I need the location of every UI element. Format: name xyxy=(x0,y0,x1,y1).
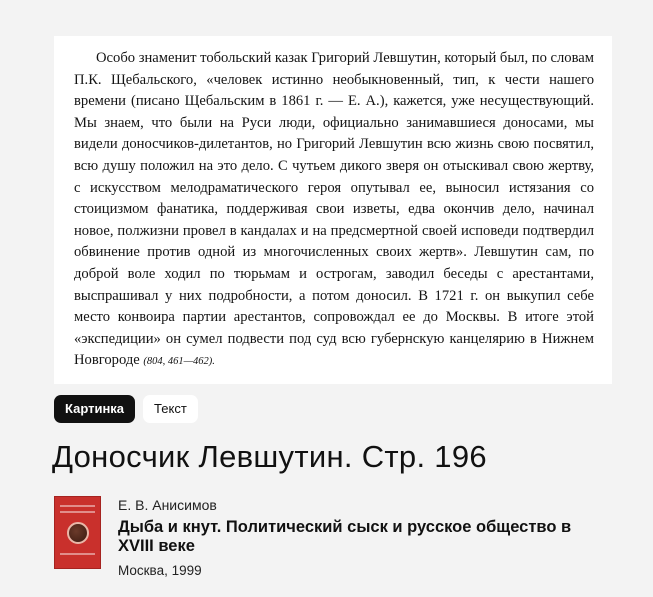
cover-emblem-icon xyxy=(67,522,89,544)
cover-decoration xyxy=(60,511,95,513)
cover-decoration xyxy=(60,553,95,555)
tab-text[interactable]: Текст xyxy=(143,395,198,423)
tab-picture[interactable]: Картинка xyxy=(54,395,135,423)
excerpt-citation: (804, 461—462). xyxy=(143,356,215,368)
excerpt-body: Особо знаменит тобольский казак Григорий Левшутин, который был, по словам П.К. Щебальского, «человек истинно необыкновенный, тип, к чести нашего времени (писано Щебальским в 1861 г. — Е. А.), кажется, уже несуществующий. Мы знаем, что были на Руси люди, официально занимавшиеся доносами, мы видели доносчиков-дилетантов, но Григорий Левшутин всю жизнь свою посвятил, всю душу положил на это дело. С чутьем дикого зверя он отыскивал свою жертву, с искусством мелодраматического героя опутывал ее, выносил истязания со стоицизмом фанатика, поддерживая свои изветы, едва окончив дело, начинал новое, полжизни провел в кандалах и на предсмертной своей исповеди подтвердил обвинение против одной из многочисленных своих жертв». Левшутин сам, по доброй воле ходил по тюрьмам и острогам, заводил беседы с арестантами, выспрашивал у них подробности, а потом доносил. В 1721 г. он выкупил себе место конвоира партии арестантов, сопровождал ее до Москвы. В итоге этой «экспедиции» он сумел подвести под суд всю губернскую канцелярию в Нижнем Новгороде xyxy=(74,50,594,369)
cover-decoration xyxy=(60,505,95,507)
excerpt-text xyxy=(74,48,594,373)
book-info xyxy=(118,496,588,578)
book-author[interactable]: Е. В. Анисимов xyxy=(118,497,217,513)
excerpt-scan-image xyxy=(54,36,612,384)
book-title[interactable]: Дыба и кнут. Политический сыск и русское общество в XVIII веке xyxy=(118,518,572,555)
page-title: Доносчик Левшутин. Стр. 196 xyxy=(52,439,487,474)
book-cover[interactable] xyxy=(54,496,101,569)
book-publisher: Москва, 1999 xyxy=(118,563,202,578)
book-card[interactable] xyxy=(54,496,588,578)
view-tabs xyxy=(54,395,198,423)
